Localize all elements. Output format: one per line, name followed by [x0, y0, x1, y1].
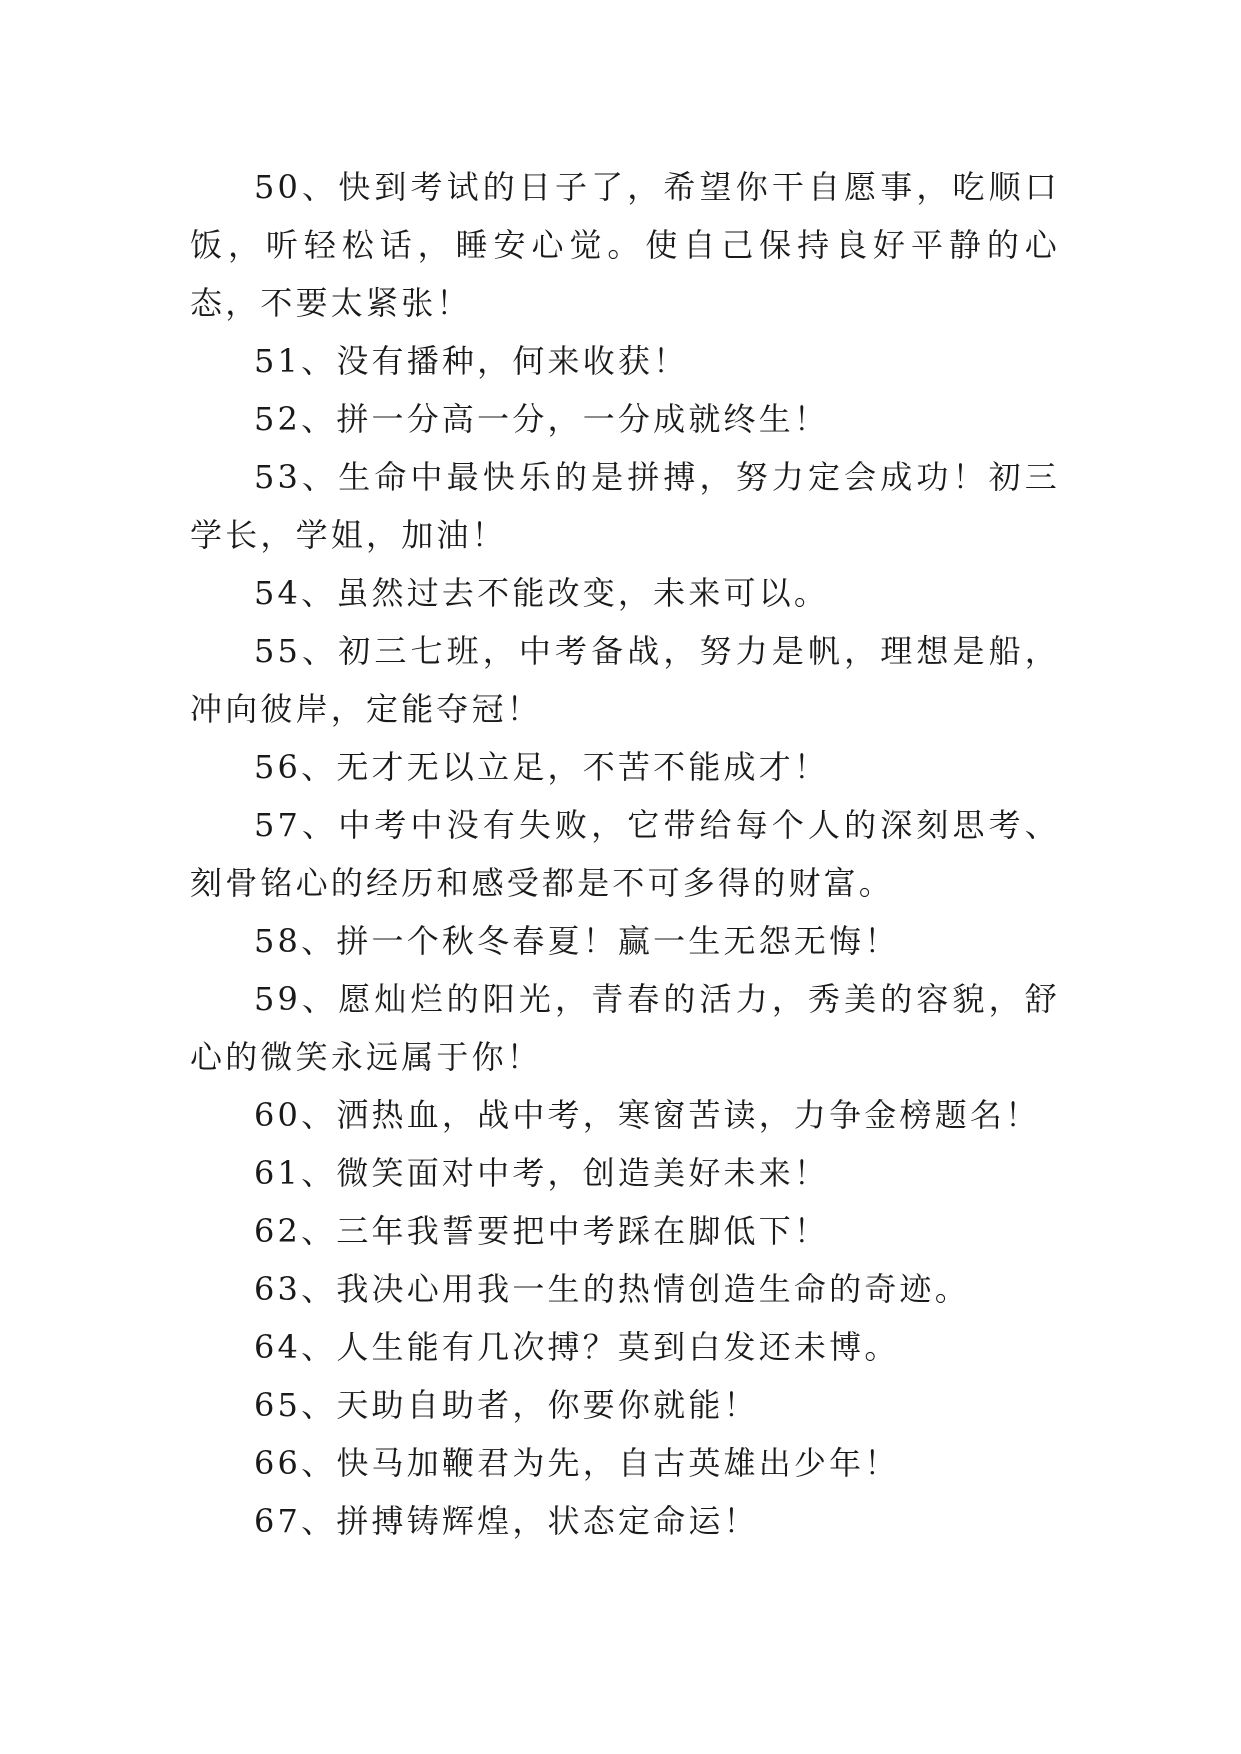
- list-item: 64、人生能有几次搏？莫到白发还未博。: [254, 1328, 900, 1366]
- list-item: 66、快马加鞭君为先，自古英雄出少年！: [254, 1444, 900, 1482]
- list-item: 51、没有播种，何来收获！: [254, 342, 689, 380]
- list-item: 58、拼一个秋冬春夏！赢一生无怨无悔！: [254, 922, 900, 960]
- document-body: [190, 158, 1060, 1550]
- list-item: 54、虽然过去不能改变，未来可以。: [254, 574, 830, 612]
- list-item: 62、三年我誓要把中考踩在脚低下！: [254, 1212, 830, 1250]
- list-item: 60、洒热血，战中考，寒窗苦读，力争金榜题名！: [254, 1096, 1041, 1134]
- list-item: 67、拼搏铸辉煌，状态定命运！: [254, 1502, 759, 1540]
- list-item: 53、生命中最快乐的是拼搏，努力定会成功！初三学长，学姐，加油！: [190, 458, 1060, 554]
- list-item: 63、我决心用我一生的热情创造生命的奇迹。: [254, 1270, 970, 1308]
- list-item: 59、愿灿烂的阳光，青春的活力，秀美的容貌，舒心的微笑永远属于你！: [190, 980, 1060, 1076]
- list-item: 65、天助自助者，你要你就能！: [254, 1386, 759, 1424]
- list-item: 50、快到考试的日子了，希望你干自愿事，吃顺口饭，听轻松话，睡安心觉。使自己保持良好平静的心态，不要太紧张！: [190, 168, 1060, 322]
- list-item: 56、无才无以立足，不苦不能成才！: [254, 748, 830, 786]
- list-item: 55、初三七班，中考备战，努力是帆，理想是船，冲向彼岸，定能夺冠！: [190, 632, 1060, 728]
- list-item: 52、拼一分高一分，一分成就终生！: [254, 400, 830, 438]
- list-item: 57、中考中没有失败，它带给每个人的深刻思考、刻骨铭心的经历和感受都是不可多得的财富。: [190, 806, 1060, 902]
- list-item: 61、微笑面对中考，创造美好未来！: [254, 1154, 830, 1192]
